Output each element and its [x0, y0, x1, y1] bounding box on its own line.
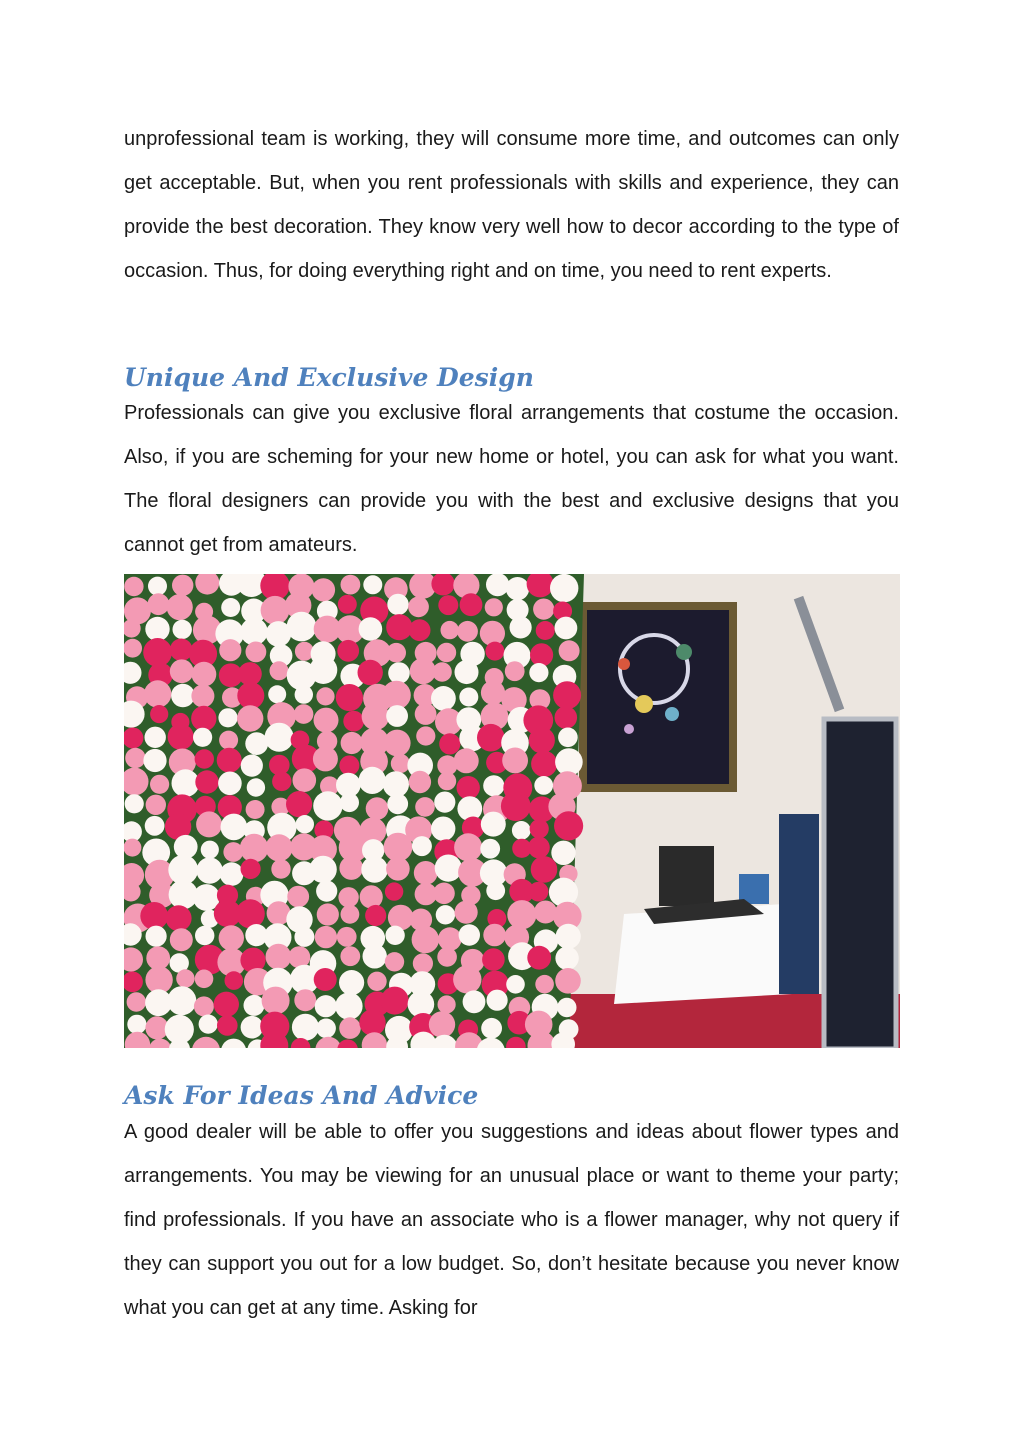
rose: [533, 599, 554, 620]
rose: [237, 705, 263, 731]
rose: [409, 619, 431, 641]
rose: [261, 596, 290, 625]
rose: [144, 680, 171, 707]
framed-painting: [579, 602, 737, 792]
rose: [527, 946, 551, 970]
rose: [294, 927, 314, 947]
rose: [429, 1011, 455, 1037]
rose: [145, 816, 165, 836]
rose: [531, 751, 557, 777]
rose: [315, 926, 337, 948]
rose: [219, 731, 238, 750]
rose: [459, 924, 480, 945]
rose: [314, 968, 337, 991]
rose: [477, 724, 505, 752]
rose: [293, 768, 317, 792]
rose: [193, 728, 212, 747]
rose: [480, 839, 500, 859]
rose: [195, 770, 218, 793]
rose: [270, 661, 289, 680]
section-body-unique-design: Professionals can give you exclusive floral arrangements that costume the occasion. Also, if you are scheming for your new home or hotel, you can ask for what you want. The floral designers can provide you with the best and exclusive designs that you cannot get from amateurs.: [124, 402, 899, 556]
rose: [340, 946, 360, 966]
rose: [268, 685, 286, 703]
rose: [360, 885, 383, 908]
rose: [294, 704, 314, 724]
intro-paragraph: unprofessional team is working, they will consume more time, and outcomes can only get acceptable. But, when you rent professionals with skills and experience, they can provide the best decoration. They know very well how to decor according to the type of occasion. Thus, for doing everything right and on time, you need to rent experts.: [124, 128, 899, 282]
rose: [143, 638, 172, 667]
rose: [166, 905, 192, 931]
rose: [386, 705, 408, 727]
rose: [170, 659, 194, 683]
rose: [246, 642, 267, 663]
rose: [556, 924, 581, 949]
rose: [266, 944, 292, 970]
rose: [433, 883, 455, 905]
rose: [221, 598, 240, 617]
rose: [416, 726, 435, 745]
rose: [313, 746, 338, 771]
rose: [387, 793, 408, 814]
rose: [225, 971, 244, 990]
rose: [415, 703, 437, 725]
rose: [502, 748, 528, 774]
rose: [555, 947, 578, 970]
rose: [463, 990, 486, 1013]
rose: [170, 639, 193, 662]
rose: [409, 771, 431, 793]
rose: [365, 905, 386, 926]
rose: [265, 834, 292, 861]
rose: [309, 656, 337, 684]
rose: [337, 640, 359, 662]
rose: [195, 970, 214, 989]
rose: [438, 595, 458, 615]
rose: [457, 776, 480, 799]
rose: [145, 617, 169, 641]
rose: [292, 1014, 319, 1041]
rose: [486, 881, 505, 900]
rose: [439, 733, 460, 754]
rose: [431, 817, 455, 841]
rose: [219, 639, 241, 661]
rose: [214, 992, 239, 1017]
rose: [240, 618, 267, 645]
rose: [341, 732, 363, 754]
rose: [316, 1019, 336, 1039]
rose: [167, 986, 196, 1015]
rose: [313, 791, 342, 820]
rose: [536, 621, 555, 640]
rose: [146, 926, 167, 947]
rose: [176, 969, 194, 987]
rose: [485, 642, 504, 661]
rose: [437, 643, 456, 662]
rose: [359, 767, 386, 794]
rose: [337, 927, 357, 947]
rose: [367, 972, 386, 991]
rose: [455, 901, 478, 924]
rose: [505, 661, 525, 681]
rose: [191, 685, 214, 708]
rose: [531, 856, 558, 883]
rose: [341, 905, 360, 924]
rose: [247, 778, 265, 796]
rose: [192, 662, 217, 687]
rose: [335, 992, 362, 1019]
rose: [317, 903, 339, 925]
rose: [391, 754, 410, 773]
rose: [124, 639, 142, 658]
rose: [217, 1015, 238, 1036]
rose: [412, 836, 432, 856]
rose: [246, 800, 265, 819]
rose: [363, 575, 382, 594]
rose: [338, 887, 358, 907]
rose: [241, 755, 263, 777]
rose: [271, 859, 290, 878]
rose: [194, 996, 214, 1016]
flower-wall-photo: [124, 574, 900, 1048]
rose: [454, 748, 479, 773]
rose: [127, 1015, 146, 1034]
rose: [167, 594, 193, 620]
rose: [312, 578, 335, 601]
rose: [482, 948, 505, 971]
rose: [487, 990, 508, 1011]
rose: [534, 776, 553, 795]
rose: [124, 839, 141, 857]
rose: [501, 791, 531, 821]
rose: [314, 708, 339, 733]
rose: [432, 662, 451, 681]
rose: [437, 947, 457, 967]
rose: [150, 705, 168, 723]
rose: [434, 792, 455, 813]
rose: [236, 899, 265, 928]
rose: [366, 797, 389, 820]
rose: [529, 882, 549, 902]
rose: [415, 797, 435, 817]
rose: [218, 708, 237, 727]
rose: [241, 1016, 264, 1039]
rose: [512, 821, 531, 840]
rose: [385, 926, 404, 945]
rose: [146, 795, 166, 815]
rose: [438, 927, 462, 951]
rose: [171, 684, 195, 708]
rose: [507, 900, 536, 929]
rose: [431, 686, 456, 711]
rose: [339, 970, 364, 995]
rose: [457, 621, 478, 642]
rose: [459, 688, 478, 707]
rose: [506, 975, 525, 994]
rose: [534, 901, 557, 924]
rose: [557, 998, 576, 1017]
rose: [173, 620, 192, 639]
rose: [359, 617, 383, 641]
rose: [170, 928, 193, 951]
rose: [483, 924, 506, 947]
rose: [460, 593, 483, 616]
rose: [172, 769, 200, 797]
rose: [384, 730, 411, 757]
rose: [336, 684, 363, 711]
rose: [438, 995, 456, 1013]
rose: [383, 771, 409, 797]
rose: [196, 811, 222, 837]
rose: [338, 595, 357, 614]
rose: [485, 598, 503, 616]
rose: [339, 1017, 361, 1039]
rose: [483, 775, 504, 796]
rose: [412, 926, 439, 953]
rose: [455, 660, 479, 684]
rose: [359, 1009, 385, 1035]
rose: [340, 793, 359, 812]
section-heading-ideas-advice: Ask For Ideas And Advice: [124, 1081, 479, 1110]
rose: [316, 881, 337, 902]
rose: [528, 837, 550, 859]
rose: [410, 658, 436, 684]
rose: [150, 775, 169, 794]
rose: [358, 660, 383, 685]
rose: [506, 577, 529, 600]
flower-wall: [124, 574, 584, 1048]
rose: [555, 617, 578, 640]
rose: [316, 687, 334, 705]
rose: [553, 681, 581, 709]
rose: [217, 748, 242, 773]
rose: [551, 841, 575, 865]
rose: [245, 732, 268, 755]
rose: [241, 859, 261, 879]
rose: [148, 593, 170, 615]
rose: [127, 992, 146, 1011]
rose: [339, 755, 359, 775]
rose: [148, 577, 167, 596]
rose: [272, 772, 291, 791]
rose: [386, 857, 410, 881]
rose: [295, 685, 313, 703]
rose: [535, 975, 554, 994]
rose: [124, 577, 143, 596]
rose: [221, 814, 248, 841]
rose: [143, 749, 166, 772]
rose: [363, 944, 387, 968]
rose: [125, 748, 145, 768]
rose: [387, 594, 408, 615]
rose: [294, 989, 316, 1011]
rose: [168, 724, 194, 750]
rose: [287, 886, 309, 908]
rose: [481, 812, 506, 837]
rose: [262, 987, 290, 1015]
rose: [125, 794, 144, 813]
rose: [510, 616, 532, 638]
rose: [413, 953, 433, 973]
rose: [559, 640, 580, 661]
rose: [195, 926, 214, 945]
rose: [199, 1015, 218, 1034]
rose: [287, 612, 317, 642]
rose: [550, 574, 578, 602]
rose: [385, 882, 403, 900]
rose: [145, 727, 166, 748]
rose: [237, 682, 264, 709]
rose: [529, 663, 548, 682]
rose: [244, 995, 265, 1016]
rose: [386, 643, 406, 663]
rose: [218, 772, 242, 796]
rose: [555, 968, 581, 994]
rose: [343, 711, 364, 732]
rose: [201, 841, 219, 859]
rose: [191, 706, 216, 731]
rose: [172, 575, 193, 596]
rose: [414, 861, 438, 885]
rose: [219, 925, 244, 950]
rose: [529, 727, 555, 753]
rose: [341, 575, 361, 595]
rose: [286, 791, 312, 817]
rose: [486, 574, 509, 596]
section-heading-unique-design: Unique And Exclusive Design: [124, 363, 534, 392]
rose: [361, 856, 388, 883]
rose: [386, 614, 412, 640]
rose: [309, 856, 336, 883]
rose: [385, 952, 404, 971]
rose: [339, 856, 363, 880]
rose: [362, 703, 390, 731]
rose: [453, 965, 481, 993]
rose: [195, 749, 214, 768]
rose: [388, 662, 410, 684]
rose: [441, 621, 459, 639]
rose: [140, 902, 168, 930]
rose: [438, 772, 456, 790]
rose: [454, 833, 482, 861]
rose: [530, 819, 549, 838]
rose: [315, 995, 337, 1017]
rose: [481, 1018, 502, 1039]
rose: [381, 987, 409, 1015]
rose: [240, 834, 269, 863]
rose: [220, 862, 244, 886]
rose: [436, 905, 455, 924]
rose: [554, 811, 583, 840]
rose: [296, 815, 314, 833]
rose: [555, 706, 578, 729]
section-body-ideas-advice: A good dealer will be able to offer you suggestions and ideas about flower types and arrangements. You may be viewing for an unusual place or want to theme your party; find professionals. If you have an associate who is a flower manager, why not query if they can support you out for a low budget. So, don’t hesitate because you never know what you can get at any time. Asking for: [124, 1121, 899, 1319]
rose: [530, 643, 553, 666]
rose: [558, 728, 578, 748]
rose: [408, 596, 429, 617]
rose: [435, 855, 462, 882]
rose: [265, 723, 294, 752]
rose: [196, 857, 222, 883]
